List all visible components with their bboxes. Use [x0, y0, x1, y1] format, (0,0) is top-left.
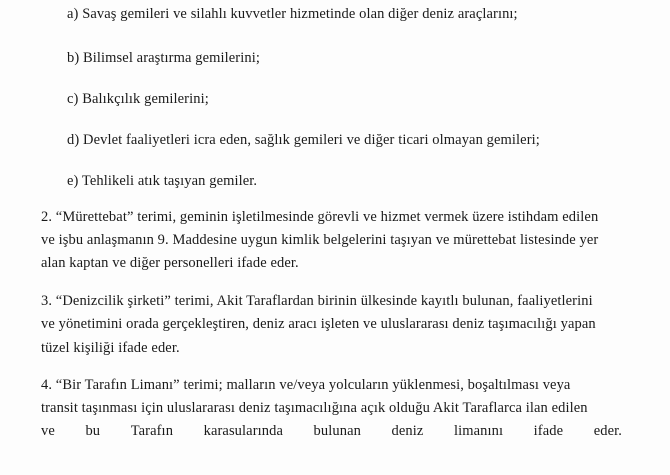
word: karasularında: [203, 423, 283, 439]
paragraph-line: ve işbu anlaşmanın 9. Maddesine uygun kimlik belgelerini taşıyan ve mürettebat listesinde yer: [41, 232, 599, 248]
paragraph-line: tüzel kişiliği ifade eder.: [41, 340, 180, 356]
word: bulunan: [313, 423, 361, 439]
word: eder.: [593, 423, 622, 439]
list-item-d: d) Devlet faaliyetleri icra eden, sağlık gemileri ve diğer ticari olmayan gemileri;: [67, 132, 540, 148]
word: limanını: [453, 423, 504, 439]
list-item-a: a) Savaş gemileri ve silahlı kuvvetler hizmetinde olan diğer deniz araçlarını;: [67, 6, 518, 22]
word: ve: [41, 423, 55, 439]
paragraph-line: 3. “Denizcilik şirketi” terimi, Akit Taraflardan birinin ülkesinde kayıtlı bulunan, faaliyetlerini: [41, 293, 593, 309]
paragraph-line: transit taşınması için uluslararası deniz taşımacılığına açık olduğu Akit Taraflarca ilan edilen: [41, 400, 588, 416]
paragraph-line: alan kaptan ve diğer personelleri ifade eder.: [41, 255, 299, 271]
word: deniz: [391, 423, 424, 439]
word: Tarafın: [130, 423, 174, 439]
list-item-e: e) Tehlikeli atık taşıyan gemiler.: [67, 173, 258, 189]
word: ifade: [533, 423, 564, 439]
paragraph-last-line: [41, 422, 622, 440]
list-item-c: c) Balıkçılık gemilerini;: [67, 91, 209, 107]
list-item-b: b) Bilimsel araştırma gemilerini;: [67, 50, 260, 66]
paragraph-line: ve yönetimini orada gerçekleştiren, deniz aracı işleten ve uluslararası deniz taşımacılığı yapan: [41, 316, 596, 332]
word: bu: [85, 423, 101, 439]
paragraph-line: 4. “Bir Tarafın Limanı” terimi; malların ve/veya yolcuların yüklenmesi, boşaltılması veya: [41, 377, 571, 393]
paragraph-line: 2. “Mürettebat” terimi, geminin işletilmesinde görevli ve hizmet vermek üzere istihdam edilen: [41, 209, 599, 225]
